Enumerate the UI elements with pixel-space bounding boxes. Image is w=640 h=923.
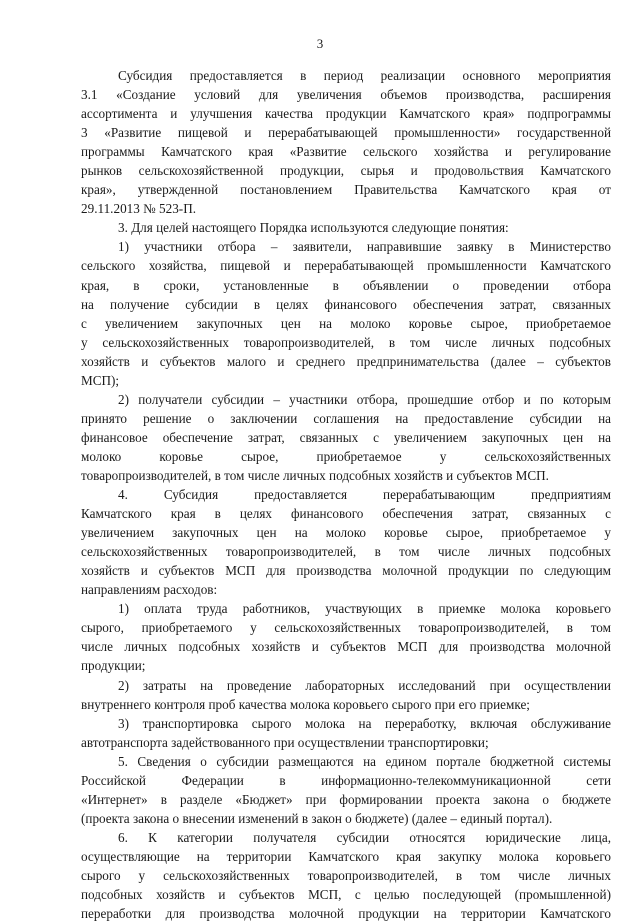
page-number: 3 <box>316 36 324 51</box>
text-line: 29.11.2013 № 523-П. <box>81 201 197 217</box>
text-line: переработки для производства молочной продукции на территории Камчатского <box>81 906 611 922</box>
text-line: сырого у сельскохозяйственных товаропроизводителей, в том числе личных <box>81 867 611 883</box>
text-line: хозяйств и субъектов малого и среднего предпринимательства (далее – субъектов <box>81 353 611 369</box>
text-line: принято решение о заключении соглашения на предоставление субсидии на <box>81 410 611 426</box>
text-line: 2) затраты на проведение лабораторных исследований при осуществлении <box>118 677 611 693</box>
text-line: направлениям расходов: <box>81 582 218 598</box>
text-line: сельскохозяйственных товаропроизводителей, в том числе личных подсобных <box>81 544 611 560</box>
text-line: молоко коровье сырое, приобретаемое у сельскохозяйственных <box>81 448 611 464</box>
text-line: ассортимента и улучшения качества продукции Камчатского края» подпрограммы <box>81 106 611 122</box>
text-line: сельского хозяйства, пищевой и перерабатывающей промышленности Камчатского <box>81 258 611 274</box>
text-line: увеличением закупочных цен на молоко коровье сырое, приобретаемое у <box>81 525 611 541</box>
text-line: Российской Федерации в информационно-телекоммуникационной сети <box>81 772 611 788</box>
text-line: 5. Сведения о субсидии размещаются на едином портале бюджетной системы <box>118 753 611 769</box>
text-line: товаропроизводителей, в том числе личных подсобных хозяйств и субъектов МСП. <box>81 467 549 483</box>
text-line: продукции; <box>81 658 146 674</box>
text-line: 1) участники отбора – заявители, направившие заявку в Министерство <box>118 239 611 255</box>
text-line: подсобных хозяйств и субъектов МСП, с целью последующей (промышленной) <box>81 887 611 903</box>
text-line: финансовое обеспечение затрат, связанных с увеличением закупочных цен на <box>81 429 611 445</box>
text-line: (проекта закона о внесении изменений в закон о бюджете) (далее – единый портал). <box>81 810 553 826</box>
text-line: автотранспорта задействованного при осуществлении транспортировки; <box>81 734 489 750</box>
text-line: края, в сроки, установленные в объявлении о проведении отбора <box>81 277 611 293</box>
text-line: рынков сельскохозяйственной продукции, сырья и продовольствия Камчатского <box>81 163 611 179</box>
text-line: Субсидия предоставляется в период реализации основного мероприятия <box>118 68 611 83</box>
text-line: сырого, приобретаемого у сельскохозяйственных товаропроизводителей, в том <box>81 620 611 636</box>
text-line: МСП); <box>81 372 120 388</box>
text-line: 3.1 «Создание условий для увеличения объемов производства, расширения <box>81 87 611 103</box>
text-line: на получение субсидии в целях финансового обеспечения затрат, связанных <box>81 296 611 312</box>
document-body <box>81 66 611 923</box>
text-line: 3) транспортировка сырого молока на переработку, включая обслуживание <box>118 715 611 731</box>
text-line: 6. К категории получателя субсидии относятся юридические лица, <box>118 829 611 845</box>
text-line: осуществляющие на территории Камчатского края закупку молока коровьего <box>81 848 611 864</box>
text-line: края», утвержденной постановлением Правительства Камчатского края от <box>81 182 611 198</box>
text-line: 2) получатели субсидии – участники отбора, прошедшие отбор и по которым <box>118 391 611 407</box>
text-line: «Интернет» в разделе «Бюджет» при формировании проекта закона о бюджете <box>81 791 611 807</box>
text-line: с увеличением закупочных цен на молоко коровье сырое, приобретаемое <box>81 315 611 331</box>
text-line: 4. Субсидия предоставляется перерабатывающим предприятиям <box>118 487 611 503</box>
text-line: 3 «Развитие пищевой и перерабатывающей промышленности» государственной <box>81 125 611 141</box>
text-line: хозяйств и субъектов МСП для производства молочной продукции по следующим <box>81 563 611 579</box>
text-line: Камчатского края в целях финансового обеспечения затрат, связанных с <box>81 506 611 522</box>
text-line: программы Камчатского края «Развитие сельского хозяйства и регулирование <box>81 144 611 160</box>
text-line: 3. Для целей настоящего Порядка используются следующие понятия: <box>118 220 509 236</box>
text-line: числе личных подсобных хозяйств и субъектов МСП для производства молочной <box>81 639 611 655</box>
text-line: внутреннего контроля проб качества молока коровьего сырого при его приемке; <box>81 696 530 712</box>
text-line: у сельскохозяйственных товаропроизводителей, в том числе личных подсобных <box>81 334 611 350</box>
text-line: 1) оплата труда работников, участвующих в приемке молока коровьего <box>118 601 611 617</box>
